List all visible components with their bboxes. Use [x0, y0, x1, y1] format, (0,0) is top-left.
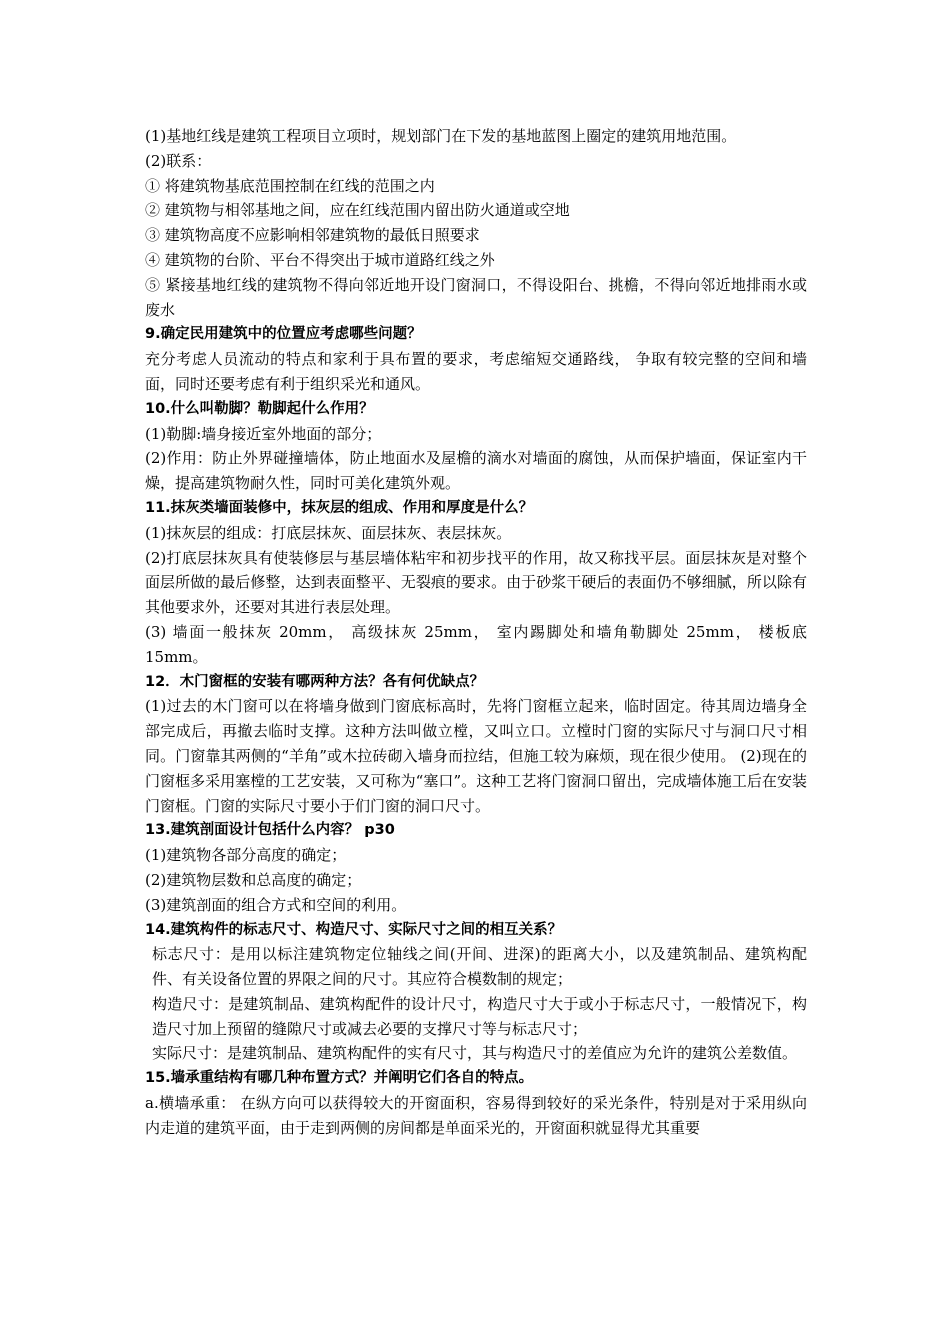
answer-13-item-2: (2)建筑物层数和总高度的确定； — [145, 870, 362, 889]
answer-8-definition: (1)基地红线是建筑工程项目立项时，规划部门在下发的基地蓝图上圈定的建筑用地范围。 — [145, 127, 737, 145]
relation-item-1: ① 将建筑物基底范围控制在红线的范围之内 — [145, 176, 435, 195]
question-14: 14.建筑构件的标志尺寸、构造尺寸、实际尺寸之间的相互关系？ — [145, 921, 563, 938]
answer-11-composition: (1)抹灰层的组成：打底层抹灰、面层抹灰、表层抹灰。 — [145, 523, 512, 542]
answer-11-thickness: (3) 墙面一般抹灰 20mm， 高级抹灰 25mm， 室内踢脚处和墙角勒脚处 25mm， 楼板底15mm。 — [145, 622, 807, 666]
answer-12: (1)过去的木门窗可以在将墙身做到门窗底标高时，先将门窗框立起来，临时固定。待其周边墙身全部完成后，再撤去临时支撑。这种方法叫做立樘，又叫立口。立樘时门窗的实际尺寸与洞口尺寸相同。门窗靠其两侧的“羊角”或木拉砖砌入墙身而拉结，但施工较为麻烦，现在很少使用。 (2)现在的门窗框多采用塞樘的工艺安装，又可称为“塞口”。这种工艺将门窗洞口留出，完成墙体施工后在安装门窗框。门窗的实际尺寸要小于们门窗的洞口尺寸。 — [145, 697, 807, 815]
answer-10-definition: (1)勒脚:墙身接近室外地面的部分； — [145, 424, 382, 443]
relation-item-5: ⑤ 紧接基地红线的建筑物不得向邻近地开设门窗洞口，不得设阳台、挑檐，不得向邻近地排雨水或废水 — [145, 275, 807, 319]
relation-item-4: ④ 建筑物的台阶、平台不得突出于城市道路红线之外 — [145, 250, 495, 269]
relation-item-3: ③ 建筑物高度不应影响相邻建筑物的最低日照要求 — [145, 226, 480, 245]
answer-14-actual-size: 实际尺寸：是建筑制品、建筑构配件的实有尺寸，其与构造尺寸的差值应为允许的建筑公差数值。 — [152, 1044, 798, 1063]
answer-14-construction-size: 构造尺寸：是建筑制品、建筑构配件的设计尺寸，构造尺寸大于或小于标志尺寸，一般情况下，构造尺寸加上预留的缝隙尺寸或减去必要的支撑尺寸等与标志尺寸； — [152, 994, 807, 1038]
question-9: 9.确定民用建筑中的位置应考虑哪些问题？ — [145, 326, 422, 343]
question-10: 10.什么叫勒脚？勒脚起什么作用？ — [145, 400, 374, 417]
question-13: 13.建筑剖面设计包括什么内容？ p30 — [145, 822, 395, 839]
question-12: 12．木门窗框的安装有哪两种方法？各有何优缺点？ — [145, 673, 485, 690]
document-body — [145, 124, 807, 1141]
answer-15-transverse-wall: a.横墙承重： 在纵方向可以获得较大的开窗面积，容易得到较好的采光条件，特别是对于采用纵向内走道的建筑平面，由于走到两侧的房间都是单面采光的，开窗面积就显得尤其重要 — [145, 1094, 807, 1137]
relation-item-2: ② 建筑物与相邻基地之间，应在红线范围内留出防火通道或空地 — [145, 201, 570, 220]
answer-13-item-3: (3)建筑剖面的组合方式和空间的利用。 — [145, 895, 407, 914]
answer-14-nominal-size: 标志尺寸：是用以标注建筑物定位轴线之间(开间、进深)的距离大小，以及建筑制品、建筑构配件、有关设备位置的界限之间的尺寸。其应符合模数制的规定； — [152, 945, 807, 989]
answer-10-function: (2)作用：防止外界碰撞墙体，防止地面水及屋檐的滴水对墙面的腐蚀，从而保护墙面，保证室内干燥，提高建筑物耐久性，同时可美化建筑外观。 — [145, 449, 807, 493]
answer-13-item-1: (1)建筑物各部分高度的确定； — [145, 846, 347, 865]
answer-9: 充分考虑人员流动的特点和家利于具布置的要求，考虑缩短交通路线， 争取有较完整的空间和墙面，同时还要考虑有利于组织采光和通风。 — [145, 350, 807, 393]
question-11: 11.抹灰类墙面装修中，抹灰层的组成、作用和厚度是什么？ — [145, 499, 534, 516]
question-15: 15.墙承重结构有哪几种布置方式？并阐明它们各自的特点。 — [145, 1070, 534, 1087]
answer-11-function: (2)打底层抹灰具有使装修层与基层墙体粘牢和初步找平的作用，故又称找平层。面层抹灰是对整个面层所做的最后修整，达到表面整平、无裂痕的要求。由于砂浆干硬后的表面仍不够细腻，所以除有其他要求外，还要对其进行表层处理。 — [145, 548, 807, 617]
answer-8-relation-heading: (2)联系： — [145, 151, 212, 170]
